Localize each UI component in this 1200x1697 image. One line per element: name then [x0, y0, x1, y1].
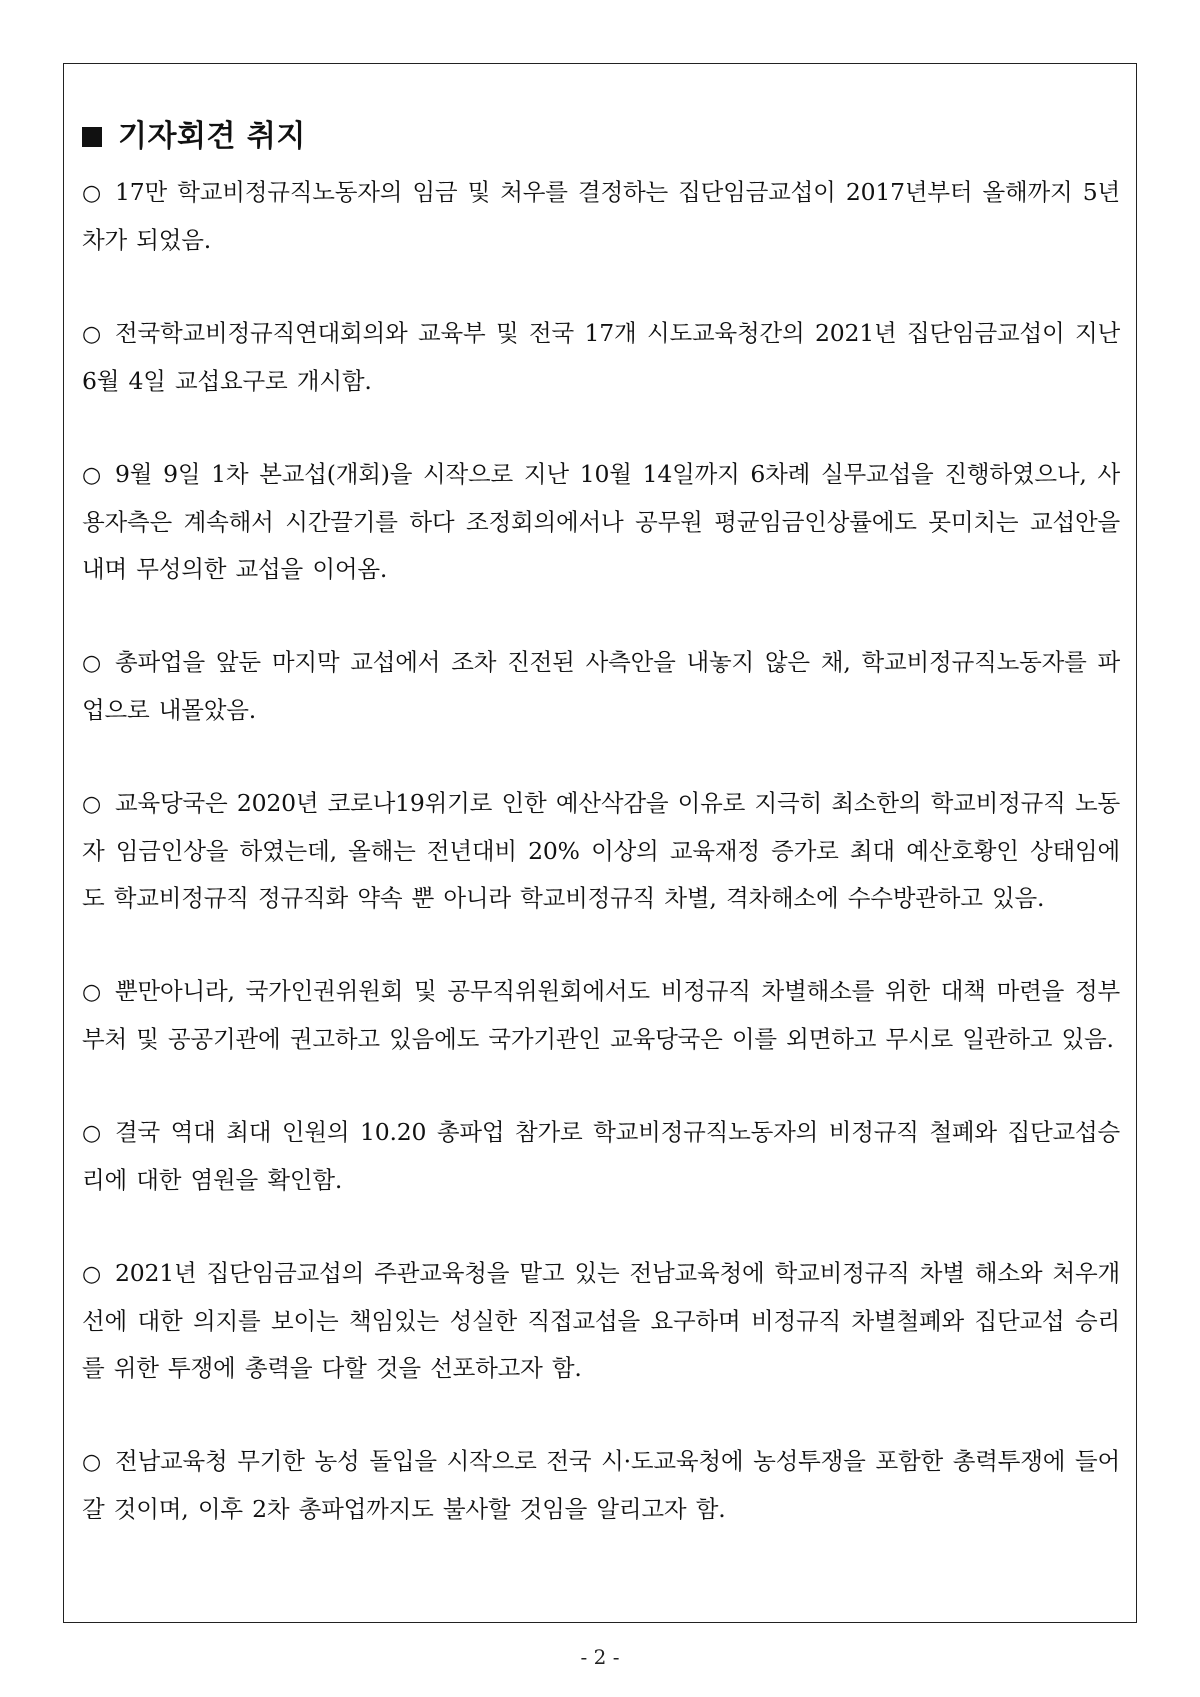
circle-bullet-icon: ○ [82, 181, 101, 206]
paragraph-text: 뿐만아니라, 국가인권위원회 및 공무직위원회에서도 비정규직 차별해소를 위한 대책 마련을 정부 부처 및 공공기관에 권고하고 있음에도 국가기관인 교육당국은 이를 외면하고 무시로 일관하고 있음. [82, 977, 1120, 1053]
circle-bullet-icon: ○ [82, 322, 101, 347]
section-heading [82, 117, 1120, 157]
section-title: 기자회견 취지 [118, 119, 306, 154]
paragraph-text: 총파업을 앞둔 마지막 교섭에서 조차 진전된 사측안을 내놓지 않은 채, 학교비정규직노동자를 파업으로 내몰았음. [82, 648, 1120, 724]
page-number: - 2 - [580, 1645, 620, 1669]
paragraph-8 [82, 1250, 1120, 1392]
paragraph-text: 결국 역대 최대 인원의 10.20 총파업 참가로 학교비정규직노동자의 비정규직 철폐와 집단교섭승리에 대한 염원을 확인함. [82, 1118, 1120, 1194]
paragraph-text: 2021년 집단임금교섭의 주관교육청을 맡고 있는 전남교육청에 학교비정규직 차별 해소와 처우개선에 대한 의지를 보이는 책임있는 성실한 직접교섭을 요구하며 비정규직 차별철폐와 집단교섭 승리를 위한 투쟁에 총력을 다할 것을 선포하고자 함. [82, 1259, 1120, 1382]
document-content [82, 117, 1120, 1579]
circle-bullet-icon: ○ [82, 651, 101, 676]
paragraph-text: 전남교육청 무기한 농성 돌입을 시작으로 전국 시·도교육청에 농성투쟁을 포함한 총력투쟁에 들어갈 것이며, 이후 2차 총파업까지도 불사할 것임을 알리고자 함. [82, 1447, 1120, 1523]
paragraph-text: 교육당국은 2020년 코로나19위기로 인한 예산삭감을 이유로 지극히 최소한의 학교비정규직 노동자 임금인상을 하였는데, 올해는 전년대비 20% 이상의 교육재정 증가로 최대 예산호황인 상태임에도 학교비정규직 정규직화 약속 뿐 아니라 학교비정규직 차별, 격차해소에 수수방관하고 있음. [82, 789, 1120, 912]
paragraph-5 [82, 780, 1120, 922]
document-frame [63, 63, 1137, 1623]
circle-bullet-icon: ○ [82, 1262, 101, 1287]
paragraph-6 [82, 968, 1120, 1063]
paragraph-2 [82, 310, 1120, 405]
circle-bullet-icon: ○ [82, 980, 101, 1005]
paragraph-text: 전국학교비정규직연대회의와 교육부 및 전국 17개 시도교육청간의 2021년 집단임금교섭이 지난 6월 4일 교섭요구로 개시함. [82, 319, 1120, 395]
paragraph-1 [82, 169, 1120, 264]
square-bullet-icon [82, 127, 102, 147]
circle-bullet-icon: ○ [82, 792, 101, 817]
circle-bullet-icon: ○ [82, 463, 101, 488]
paragraph-9 [82, 1438, 1120, 1533]
circle-bullet-icon: ○ [82, 1450, 101, 1475]
paragraph-3 [82, 451, 1120, 593]
paragraph-text: 9월 9일 1차 본교섭(개회)을 시작으로 지난 10월 14일까지 6차례 실무교섭을 진행하였으나, 사용자측은 계속해서 시간끌기를 하다 조정회의에서나 공무원 평균임금인상률에도 못미치는 교섭안을 내며 무성의한 교섭을 이어옴. [82, 460, 1120, 583]
paragraph-7 [82, 1109, 1120, 1204]
paragraph-text: 17만 학교비정규직노동자의 임금 및 처우를 결정하는 집단임금교섭이 2017년부터 올해까지 5년차가 되었음. [82, 178, 1120, 254]
circle-bullet-icon: ○ [82, 1121, 101, 1146]
paragraph-4 [82, 639, 1120, 734]
